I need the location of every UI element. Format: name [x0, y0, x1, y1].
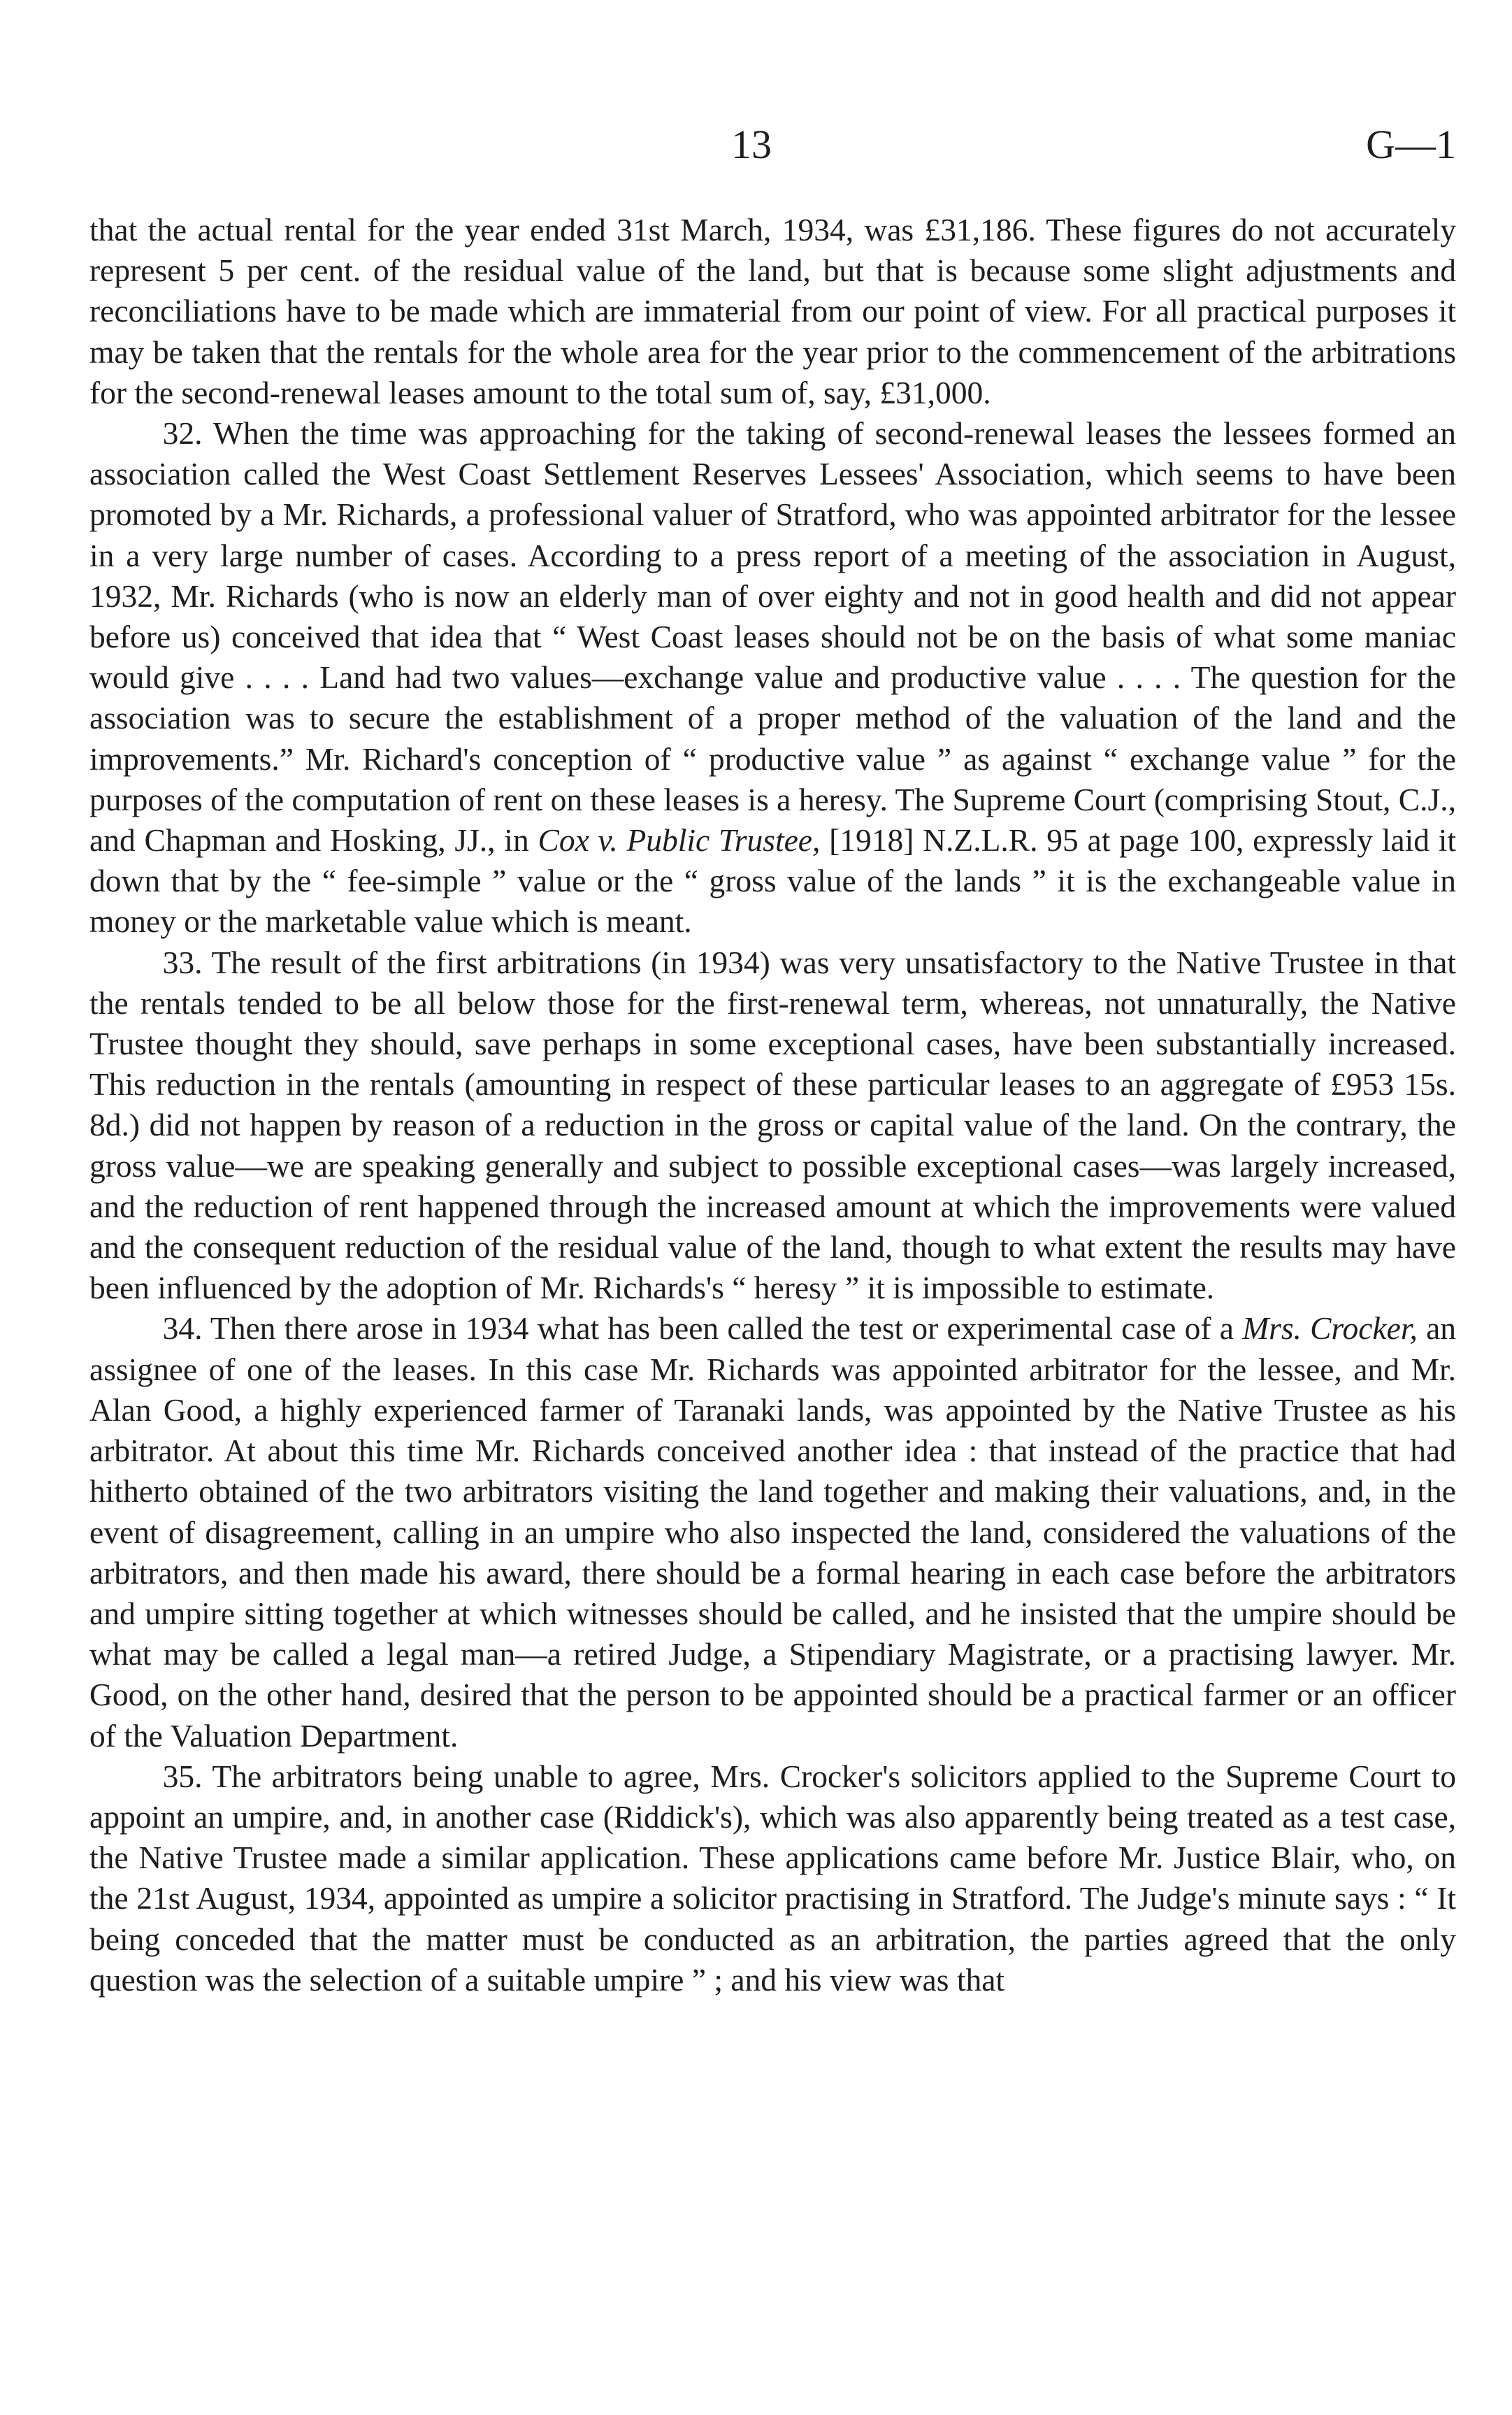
- case-citation: Cox v. Public Trustee,: [538, 822, 821, 859]
- paragraph-continued: [89, 210, 1456, 413]
- paragraph-34: [89, 1308, 1456, 1756]
- paragraph-text: that the actual rental for the year ended 31st March, 1934, was £31,186. These figures do not accurately represent 5 per cent. of the residual value of the land, but that is because some slight adjustments and reconciliations have to be made which are immaterial from our point of view. For all practical purposes it may be taken that the rentals for the whole area for the year prior to the commencement of the arbitrations for the second-renewal leases amount to the total sum of, say, £31,000.: [89, 212, 1456, 410]
- paragraph-text: 33. The result of the first arbitrations (in 1934) was very unsatisfactory to the Native Trustee in that the rentals tended to be all below those for the first-renewal term, whereas, not unnaturally, the Native Trustee thought they should, save perhaps in some exceptional cases, have been substantially increased. This reduction in the rentals (amounting in respect of these particular leases to an aggregate of £953 15s. 8d.) did not happen by reason of a reduction in the gross or capital value of the land. On the contrary, the gross value—we are speaking generally and subject to possible exceptional cases—was largely increased, and the reduction of rent happened through the increased amount at which the improvements were valued and the consequent reduction of the residual value of the land, though to what extent the results may have been influenced by the adoption of Mr. Richards's “ heresy ” it is impossible to estimate.: [89, 944, 1456, 1306]
- paragraph-33: [89, 943, 1456, 1309]
- body-text: [89, 210, 1456, 2000]
- series-code: G—1: [1366, 122, 1456, 167]
- paragraph-text: 35. The arbitrators being unable to agree, Mrs. Crocker's solicitors applied to the Supreme Court to appoint an umpire, and, in another case (Riddick's), which was also apparently being treated as a test case, the Native Trustee made a similar application. These applications came before Mr. Justice Blair, who, on the 21st August, 1934, appointed as umpire a solicitor practising in Stratford. The Judge's minute says : “ It being conceded that the matter must be conducted as an arbitration, the parties agreed that the only question was the selection of a suitable umpire ” ; and his view was that: [89, 1758, 1456, 1998]
- paragraph-35: [89, 1756, 1456, 2000]
- paragraph-text: [1918] N.Z.L.R. 95 at page 100, expressly laid it down that by the “ fee-simple ” value or the “ gross value of the lands ” it is the exchangeable value in money or the marketable value which is meant.: [89, 822, 1457, 940]
- paragraph-text: an assignee of one of the leases. In this case Mr. Richards was appointed arbitrator for the lessee, and Mr. Alan Good, a highly experienced farmer of Taranaki lands, was appointed by the Native Trustee as his arbitrator. At about this time Mr. Richards conceived another idea : that instead of the practice that had hitherto obtained of the two arbitrators visiting the land together and making their valuations, and, in the event of disagreement, calling in an umpire who also inspected the land, considered the valuations of the arbitrators, and then made his award, there should be a formal hearing in each case before the arbitrators and umpire sitting together at which witnesses should be called, and he insisted that the umpire should be what may be called a legal man—a retired Judge, a Stipendiary Magistrate, or a practising lawyer. Mr. Good, on the other hand, desired that the person to be appointed should be a practical farmer or an officer of the Valuation Department.: [89, 1310, 1457, 1754]
- paragraph-32: [89, 413, 1456, 943]
- paragraph-text: 32. When the time was approaching for the taking of second-renewal leases the lessees formed an association called the West Coast Settlement Reserves Lessees' Association, which seems to have been promoted by a Mr. Richards, a professional valuer of Stratford, who was appointed arbitrator for the lessee in a very large number of cases. According to a press report of a meeting of the association in August, 1932, Mr. Richards (who is now an elderly man of over eighty and not in good health and did not appear before us) conceived that idea that “ West Coast leases should not be on the basis of what some maniac would give . . . . Land had two values—exchange value and productive value . . . . The question for the association was to secure the establishment of a proper method of the valuation of the land and the improvements.” Mr. Richard's conception of “ productive value ” as against “ exchange value ” for the purposes of the computation of rent on these leases is a heresy. The Supreme Court (comprising Stout, C.J., and Chapman and Hosking, JJ., in: [89, 415, 1456, 859]
- page-number: 13: [731, 122, 772, 167]
- case-name: Mrs. Crocker,: [1242, 1310, 1418, 1347]
- paragraph-text: 34. Then there arose in 1934 what has been called the test or experimental case of a: [162, 1310, 1234, 1347]
